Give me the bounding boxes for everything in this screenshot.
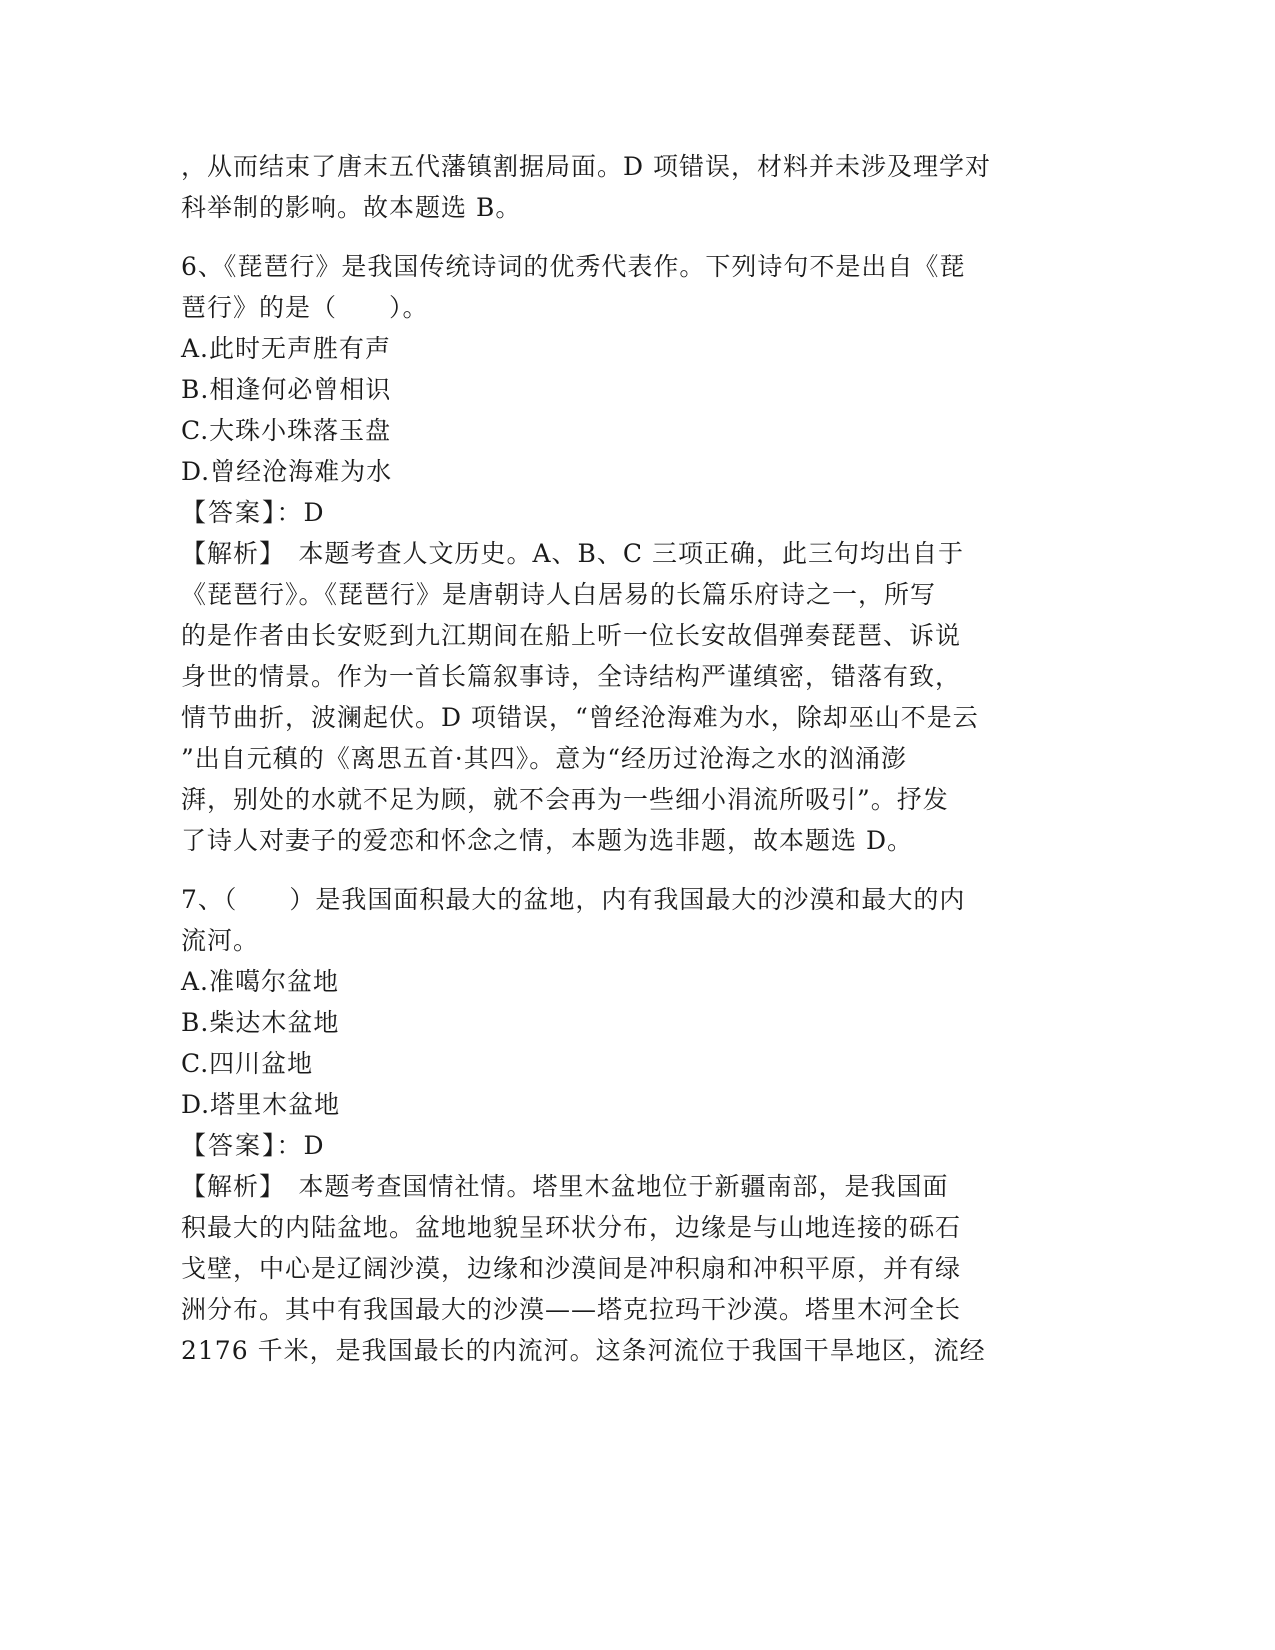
option-d: D.塔里木盆地 bbox=[181, 1090, 341, 1119]
option-b: B.相逢何必曾相识 bbox=[181, 375, 392, 404]
analysis-line: 湃，别处的水就不足为顾，就不会再为一些细小涓流所吸引”。抒发 bbox=[181, 785, 949, 814]
option-c: C.四川盆地 bbox=[181, 1049, 314, 1078]
option-b: B.柴达木盆地 bbox=[181, 1008, 340, 1037]
analysis-line: 洲分布。其中有我国最大的沙漠——塔克拉玛干沙漠。塔里木河全长 bbox=[181, 1295, 962, 1324]
analysis-line: 了诗人对妻子的爱恋和怀念之情，本题为选非题，故本题选 D。 bbox=[181, 826, 913, 855]
option-a: A.准噶尔盆地 bbox=[181, 967, 340, 996]
answer-line: 【答案】：D bbox=[181, 498, 326, 527]
analysis-line: 身世的情景。作为一首长篇叙事诗，全诗结构严谨缜密，错落有致， bbox=[181, 662, 962, 691]
document-page bbox=[181, 146, 1081, 1371]
question-6 bbox=[181, 246, 1081, 861]
question-stem-line: 6、《琵琶行》是我国传统诗词的优秀代表作。下列诗句不是出自《琵 bbox=[181, 252, 966, 281]
text-line: ，从而结束了唐末五代藩镇割据局面。D 项错误，材料并未涉及理学对 bbox=[181, 152, 991, 181]
question-stem-line: 流河。 bbox=[181, 926, 260, 955]
option-d: D.曾经沧海难为水 bbox=[181, 457, 393, 486]
analysis-line: 的是作者由长安贬到九江期间在船上听一位长安故倡弹奏琵琶、诉说 bbox=[181, 621, 962, 650]
analysis-line: 戈壁，中心是辽阔沙漠，边缘和沙漠间是冲积扇和冲积平原，并有绿 bbox=[181, 1254, 962, 1283]
text-line: 科举制的影响。故本题选 B。 bbox=[181, 193, 522, 222]
analysis-line: 2176 千米，是我国最长的内流河。这条河流位于我国干旱地区，流经 bbox=[181, 1336, 986, 1365]
question-7 bbox=[181, 879, 1081, 1371]
option-c: C.大珠小珠落玉盘 bbox=[181, 416, 392, 445]
previous-analysis-continuation bbox=[181, 146, 1081, 228]
analysis-line: 积最大的内陆盆地。盆地地貌呈环状分布，边缘是与山地连接的砾石 bbox=[181, 1213, 962, 1242]
option-a: A.此时无声胜有声 bbox=[181, 334, 392, 363]
analysis-line: 【解析】 本题考查人文历史。A、B、C 三项正确，此三句均出自于 bbox=[181, 539, 965, 568]
answer-line: 【答案】：D bbox=[181, 1131, 326, 1160]
analysis-line: 情节曲折，波澜起伏。D 项错误，“曾经沧海难为水，除却巫山不是云 bbox=[181, 703, 979, 732]
question-stem-line: 7、（ ）是我国面积最大的盆地，内有我国最大的沙漠和最大的内 bbox=[181, 885, 966, 914]
analysis-line: 【解析】 本题考查国情社情。塔里木盆地位于新疆南部，是我国面 bbox=[181, 1172, 949, 1201]
question-stem-line: 琶行》的是（ ）。 bbox=[181, 293, 429, 322]
analysis-line: 《琵琶行》。《琵琶行》是唐朝诗人白居易的长篇乐府诗之一，所写 bbox=[181, 580, 937, 609]
analysis-line: ”出自元稹的《离思五首·其四》。意为“经历过沧海之水的汹涌澎 bbox=[181, 744, 908, 773]
